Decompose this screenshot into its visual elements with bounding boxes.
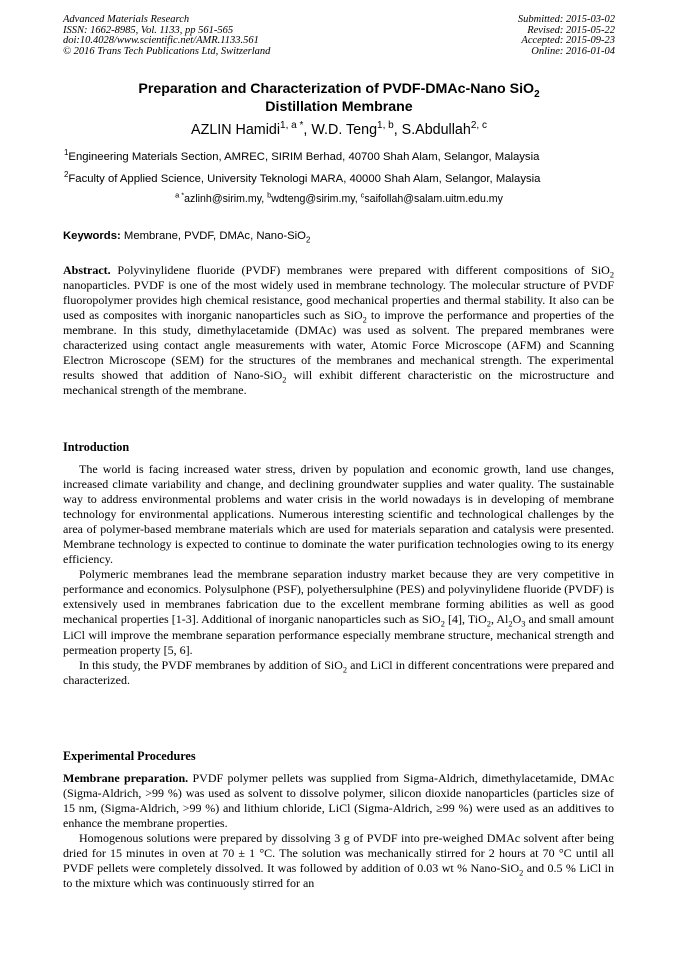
intro-paragraph-3: In this study, the PVDF membranes by addition of SiO$_2$ and LiCl in different concentrations were prepared and characterized. bbox=[63, 657, 614, 687]
affiliation-2: $^2$Faculty of Applied Science, University Teknologi MARA, 40000 Shah Alam, Selangor, Malaysia bbox=[64, 170, 541, 185]
intro-paragraph-1: The world is facing increased water stress, driven by population and economic growth, land use changes, increased climate variability and change, and declining groundwater supplies and water quality. The sustainable way to address environmental problems and water crisis in the world nowadays is in developing of membrane technology for environmental applications. Numerous interesting scientific and technological challenges by the area of polymer-based membrane materials which are used for materials separation and catalysis were presented. Membrane technology is expected to continue to dominate the water purification technologies owing to its energy efficiency. bbox=[63, 462, 614, 567]
exp-paragraph-2: Homogenous solutions were prepared by dissolving 3 g of PVDF into pre-weighed DMAc solvent after being dried for 15 minutes in oven at 70 ± 1 °C. The solution was mechanically stirred for 2 hours at 70 °C until all PVDF pellets were completely dissolved. It was followed by addition of 0.03 wt % Nano-SiO$_2$ and 0.5 % LiCl in to the mixture which was continuously stirred for an bbox=[63, 831, 614, 891]
author-list: AZLIN Hamidi$^{1, a *}$, W.D. Teng$^{1, b}$, S.Abdullah$^{2, c}$ bbox=[191, 120, 487, 138]
publication-dates bbox=[518, 15, 615, 57]
author-2: , W.D. Teng bbox=[303, 122, 378, 138]
author-3: , S.Abdullah bbox=[393, 122, 471, 138]
author-emails: $^{a *}$azlinh@sirim.my, $^b$wdteng@sirim.my, $^c$saifollah@salam.uitm.edu.my bbox=[175, 190, 503, 205]
exp-paragraph-1: Membrane preparation. PVDF polymer pellets was supplied from Sigma-Aldrich, dimethylacetamide, DMAc (Sigma-Aldrich, >99 %) was used as solvent to dissolve polymer, silicon dioxide nanoparticles (particles size of 15 nm, (Sigma-Aldrich, >99 %) and lithium chloride, LiCl (Sigma-Aldrich, ≥99 %) were used as an additives to enhance the membrane properties. bbox=[63, 771, 615, 831]
keywords-label: Keywords: bbox=[63, 230, 121, 242]
online-date: Online: 2016-01-04 bbox=[531, 45, 615, 57]
doi: doi:10.4028/www.scientific.net/AMR.1133.561 bbox=[63, 35, 259, 47]
journal-name: Advanced Materials Research bbox=[63, 14, 190, 25]
abstract-label: Abstract. bbox=[63, 263, 111, 277]
abstract: Abstract. Polyvinylidene fluoride (PVDF) membranes were prepared with different compositions of SiO$_2$ nanoparticles. PVDF is one of the most widely used in membrane technology. The molecular structure of PVDF fluoropolymer provides high chemical resistance, good mechanical properties and thermal stability. It also can be used as composites with inorganic nanoparticles such as SiO$_2$ to improve the performance and properties of the membrane. In this study, dimethylacetamide (DMAc) was used as solvent. The prepared membranes were characterized using contact angle measurements with water, Atomic Force Microscope (AFM) and Scanning Electron Microscope (SEM) for the structures of the membranes and mechanical strength. The experimental results showed that addition of Nano-SiO$_2$ will exhibit different characteristic on the microstructure and mechanical strength of the membrane. bbox=[63, 263, 615, 398]
experimental-heading: Experimental Procedures bbox=[63, 749, 196, 763]
affiliation-1: $^1$Engineering Materials Section, AMREC, SIRIM Berhad, 40700 Shah Alam, Selangor, Malaysia bbox=[64, 148, 540, 163]
accepted-date: Accepted: 2015-09-23 bbox=[521, 35, 615, 47]
introduction-heading: Introduction bbox=[63, 440, 130, 454]
intro-paragraph-2: Polymeric membranes lead the membrane separation industry market because they are very competitive in performance and economics. Polysulphone (PSF), polyethersulphine (PES) and polyvinylidene fluoride (PVDF) is extensively used in membranes fabrication due to the excellent membrane forming abilities as well as good mechanical properties [1-3]. Additional of inorganic nanoparticles such as SiO$_2$ [4], TiO$_2$, $Al_2O_3$ and small amount LiCl will improve the membrane separation performance especially membrane structure, mechanical strength and permeation property [5, 6]. bbox=[63, 567, 614, 657]
paper-title: Preparation and Characterization of PVDF-DMAc-Nano SiO$_2$ Distillation Membrane bbox=[138, 81, 540, 115]
keywords: Keywords: Membrane, PVDF, DMAc, Nano-SiO$_2$ bbox=[63, 230, 311, 245]
experimental-body bbox=[63, 771, 614, 891]
revised-date: Revised: 2015-05-22 bbox=[527, 24, 615, 36]
journal-info bbox=[63, 15, 270, 57]
submitted-date: Submitted: 2015-03-02 bbox=[517, 14, 615, 25]
author-1: AZLIN Hamidi bbox=[191, 122, 281, 138]
introduction-body bbox=[63, 462, 614, 688]
membrane-preparation-label: Membrane preparation. bbox=[63, 771, 189, 785]
copyright: © 2016 Trans Tech Publications Ltd, Switzerland bbox=[63, 45, 271, 57]
issn: ISSN: 1662-8985, Vol. 1133, pp 561-565 bbox=[63, 24, 234, 36]
